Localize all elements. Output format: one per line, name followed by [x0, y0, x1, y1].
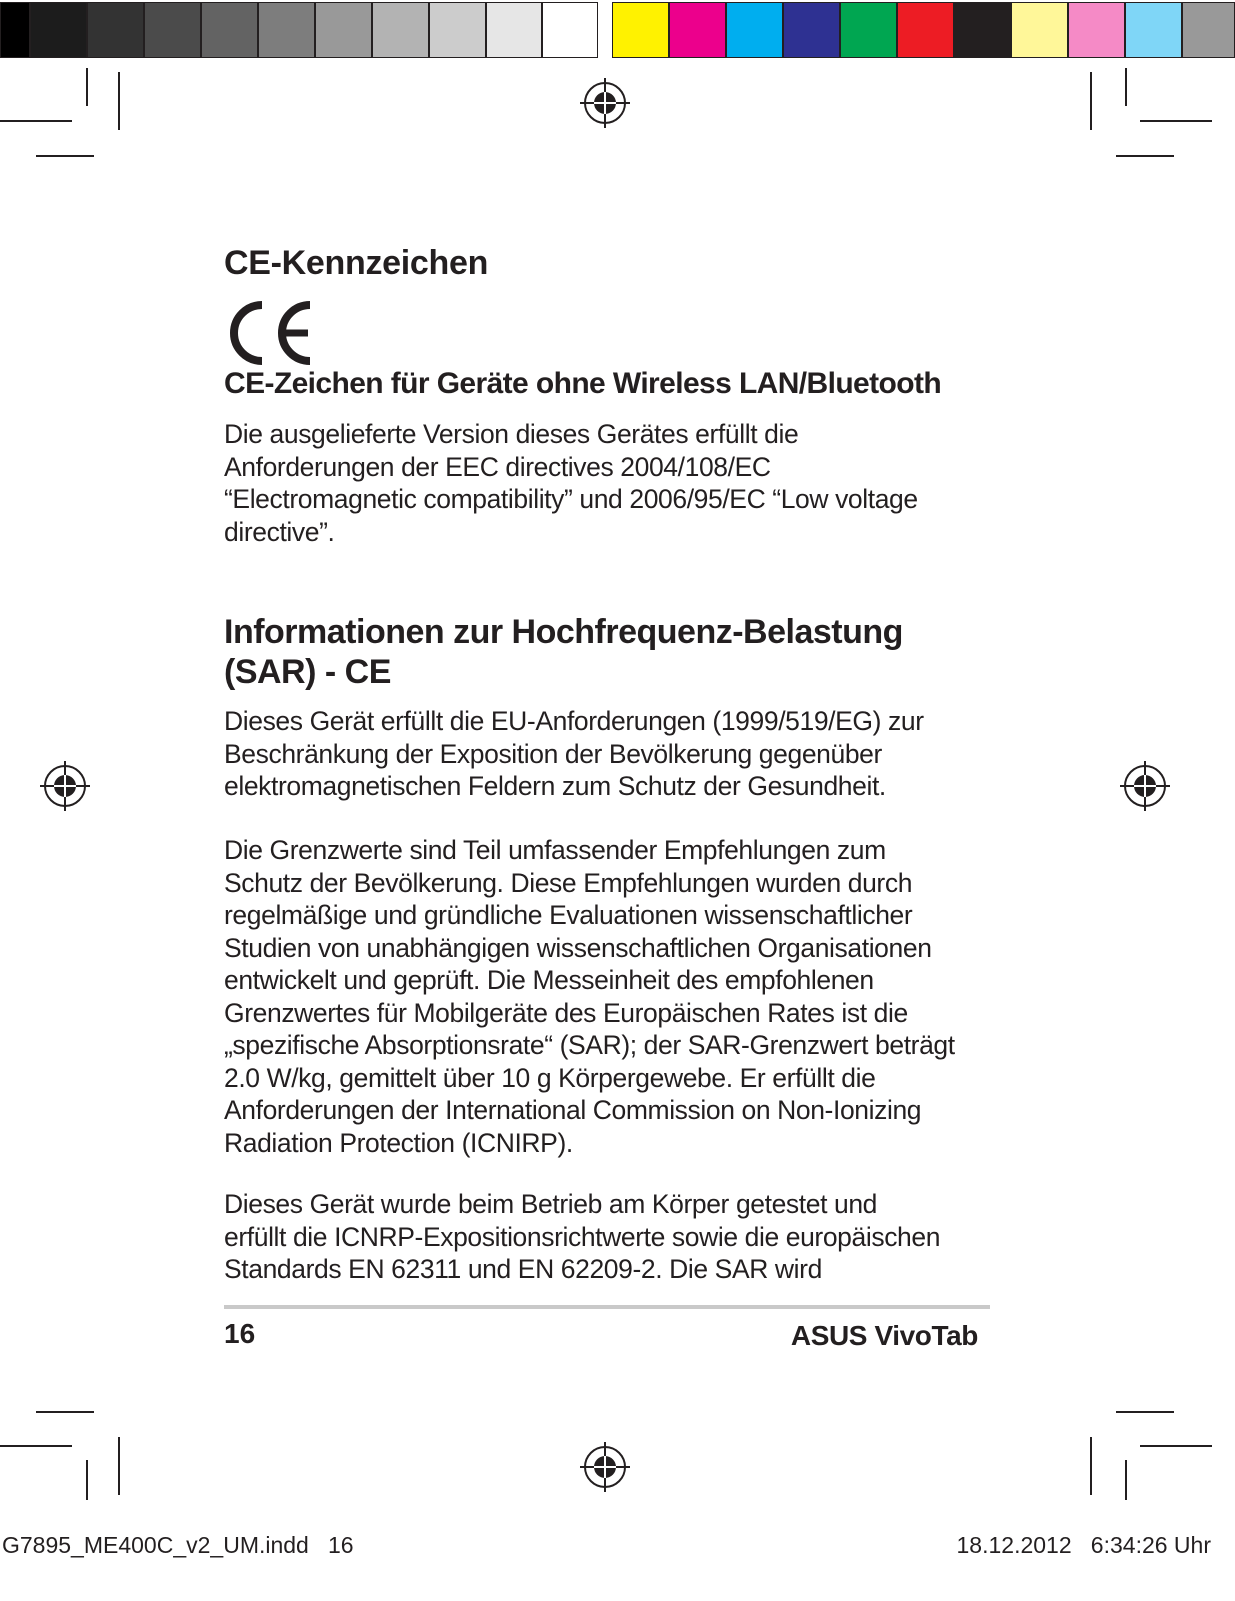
- gray-swatch: [144, 2, 201, 58]
- heading-line: Informationen zur Hochfrequenz-Belastung: [224, 613, 903, 651]
- crop-mark: [1140, 1445, 1212, 1447]
- crop-mark: [1140, 120, 1212, 122]
- color-swatch: [726, 2, 783, 58]
- crop-mark: [1090, 72, 1092, 130]
- grayscale-color-bar: [0, 0, 600, 62]
- gray-swatch: [486, 2, 542, 58]
- text-line: Beschränkung der Exposition der Bevölkerung gegenüber: [224, 738, 882, 769]
- text-line: “Electromagnetic compatibility” und 2006/95/EC “Low voltage: [224, 484, 918, 514]
- text-line: Radiation Protection (ICNIRP).: [224, 1127, 573, 1158]
- crop-mark: [1116, 155, 1174, 157]
- slug-datetime: 18.12.2012 6:34:26 Uhr: [956, 1532, 1211, 1558]
- slug-filename: G7895_ME400C_v2_UM.indd 16: [2, 1532, 354, 1558]
- text-line: Grenzwertes für Mobilgeräte des Europäischen Rates ist die: [224, 997, 908, 1028]
- sar-paragraph-3: [224, 1188, 994, 1286]
- ce-mark-icon: [224, 300, 316, 366]
- text-line: „spezifische Absorptionsrate“ (SAR); der SAR-Grenzwert beträgt: [224, 1030, 955, 1060]
- crop-mark: [118, 72, 120, 130]
- text-line: directive”.: [224, 516, 335, 547]
- crop-mark: [1090, 1437, 1092, 1495]
- sar-paragraph-2: [224, 834, 994, 1159]
- crop-mark: [118, 1437, 120, 1495]
- gray-swatch: [0, 2, 30, 58]
- crop-mark: [1116, 1411, 1174, 1413]
- crop-mark: [0, 120, 72, 122]
- crop-mark: [86, 1460, 88, 1500]
- text-line: elektromagnetischen Feldern zum Schutz der Gesundheit.: [224, 771, 886, 801]
- ce-heading: CE-Kennzeichen: [224, 244, 489, 282]
- crop-mark: [1125, 68, 1127, 106]
- registration-mark-icon: [580, 78, 630, 128]
- color-swatch: [783, 2, 840, 58]
- color-swatch: [1182, 2, 1235, 58]
- color-swatch: [1125, 2, 1182, 58]
- ce-paragraph: [224, 418, 994, 548]
- color-swatch: [1068, 2, 1125, 58]
- footer-brand: ASUS VivoTab: [790, 1320, 978, 1351]
- gray-swatch: [30, 2, 87, 58]
- color-swatch: [669, 2, 726, 58]
- gray-swatch: [429, 2, 486, 58]
- gray-swatch: [258, 2, 315, 58]
- color-swatch: [897, 2, 954, 58]
- crop-mark: [36, 1411, 94, 1413]
- ce-subheading: CE-Zeichen für Geräte ohne Wireless LAN/Bluetooth: [224, 367, 942, 400]
- page-number: 16: [224, 1318, 256, 1349]
- text-line: 2.0 W/kg, gemittelt über 10 g Körpergewebe. Er erfüllt die: [224, 1062, 876, 1093]
- text-line: Studien von unabhängigen wissenschaftlichen Organisationen: [224, 932, 932, 963]
- color-swatch: [954, 2, 1011, 58]
- text-line: Anforderungen der EEC directives 2004/108/EC: [224, 451, 771, 482]
- heading-line: (SAR) - CE: [224, 653, 391, 691]
- crop-mark: [86, 68, 88, 106]
- text-line: Dieses Gerät wurde beim Betrieb am Körper getestet und: [224, 1189, 878, 1219]
- process-color-bar: [612, 0, 1235, 62]
- text-line: erfüllt die ICNRP-Expositionsrichtwerte sowie die europäischen: [224, 1221, 941, 1252]
- crop-mark: [36, 155, 94, 157]
- text-line: Schutz der Bevölkerung. Diese Empfehlungen wurden durch: [224, 867, 913, 898]
- gray-swatch: [87, 2, 144, 58]
- color-swatch: [840, 2, 897, 58]
- gray-swatch: [372, 2, 429, 58]
- registration-mark-icon: [40, 761, 90, 811]
- gray-swatch: [201, 2, 258, 58]
- text-line: Standards EN 62311 und EN 62209-2. Die SAR wird: [224, 1254, 822, 1284]
- gray-swatch: [315, 2, 372, 58]
- footer-divider: [224, 1305, 990, 1309]
- color-swatch: [1011, 2, 1068, 58]
- text-line: Die ausgelieferte Version dieses Gerätes erfüllt die: [224, 419, 799, 449]
- text-line: Die Grenzwerte sind Teil umfassender Empfehlungen zum: [224, 835, 886, 865]
- text-line: regelmäßige und gründliche Evaluationen wissenschaftlicher: [224, 900, 913, 930]
- sar-paragraph-1: [224, 705, 994, 803]
- registration-mark-icon: [1120, 761, 1170, 811]
- text-line: entwickelt und geprüft. Die Messeinheit des empfohlenen: [224, 965, 874, 995]
- crop-mark: [0, 1445, 72, 1447]
- gray-swatch: [542, 2, 598, 58]
- text-line: Anforderungen der International Commission on Non-Ionizing: [224, 1095, 922, 1125]
- registration-mark-icon: [580, 1442, 630, 1492]
- text-line: Dieses Gerät erfüllt die EU-Anforderungen (1999/519/EG) zur: [224, 706, 924, 736]
- sar-heading: [224, 612, 994, 692]
- crop-mark: [1125, 1460, 1127, 1500]
- color-swatch: [612, 2, 669, 58]
